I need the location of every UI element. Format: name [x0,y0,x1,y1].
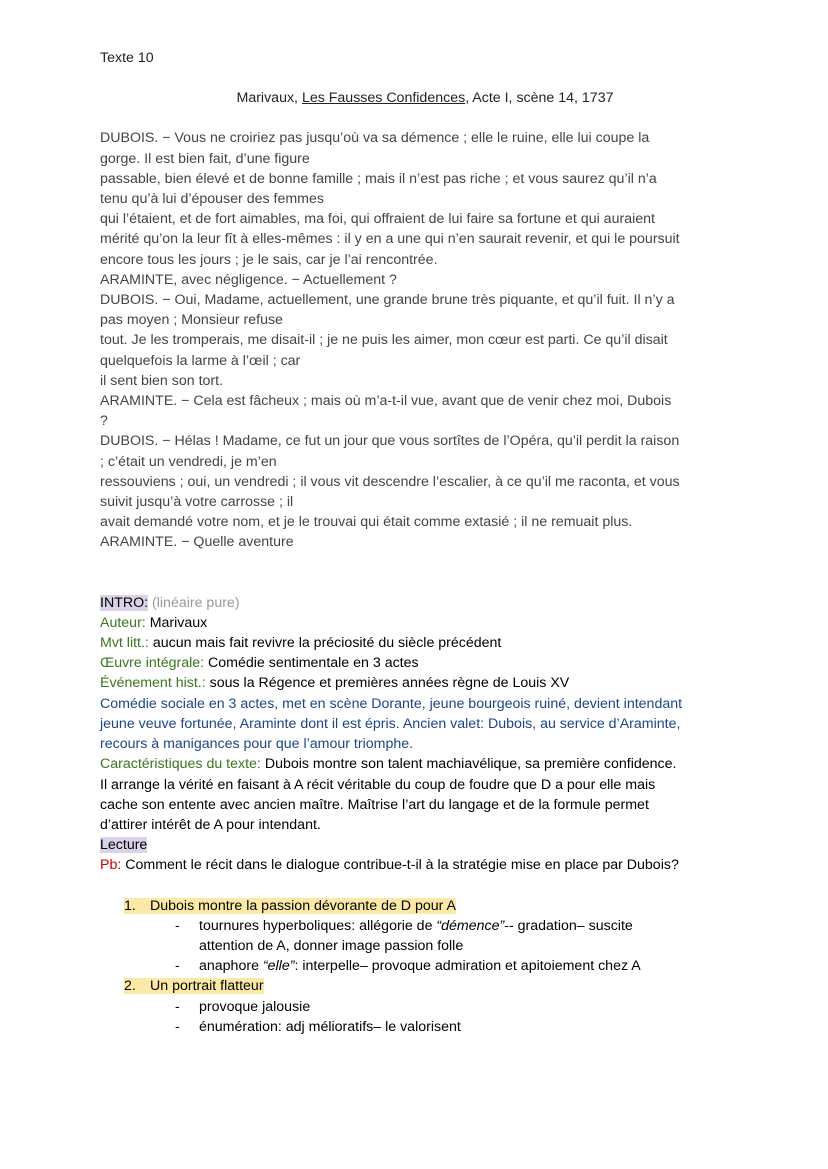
bullet-dash: - [175,917,180,934]
extract-text [100,128,740,552]
text-line: ; c’était un vendredi, je m’en [100,453,277,470]
text-line: gorge. Il est bien fait, d’une figure [100,150,310,167]
document-page [100,48,740,1037]
plan-part-1-title: Dubois montre la passion dévorante de D pour A [150,897,457,914]
plan-part-1-heading [124,898,456,914]
text-line: qui l’étaient, et de fort aimables, ma foi, qui offraient de lui faire sa fortune et qui auraient [100,211,655,228]
summary-line: Comédie sociale en 3 actes, met en scène Dorante, jeune bourgeois ruiné, devient intendant [100,695,683,712]
pb-label: Pb: [100,857,122,874]
title-rest: , Acte I, scène 14, 1737 [465,90,614,107]
mvt-label: Mvt litt.: [100,635,149,652]
text-line: pas moyen ; Monsieur refuse [100,312,283,329]
summary-line: jeune veuve fortunée, Araminte dont il est épris. Ancien valet: Dubois, au service d’Araminte, [100,715,681,732]
plan-bullet: - provoque jalousie [100,997,740,1017]
plan-part-2 [100,976,740,996]
document-label: Texte 10 [100,50,154,66]
text-line: DUBOIS. − Oui, Madame, actuellement, une grande brune très piquante, et qu’il fuit. Il n’y a [100,292,675,309]
author-note [100,613,740,633]
summary-line: recours à manigances pour que l’amour triomphe. [100,736,414,753]
text-line: encore tous les jours ; je le sais, car je l’ai rencontrée. [100,251,438,268]
text-line: tout. Je les tromperais, me disait-il ; je ne puis les aimer, mon cœur est parti. Ce qu’il disait [100,332,668,349]
title-work: Les Fausses Confidences [301,90,466,107]
text-line: quelquefois la larme à l’œil ; car [100,352,301,369]
event-label: Événement hist.: [100,675,206,692]
plan-bullet-continued: attention de A, donner image passion folle [199,937,464,954]
text-line: passable, bien élevé et de bonne famille ; mais il n’est pas riche ; et vous saurez qu’il n’a [100,170,657,187]
carac-line: cache son entente avec ancien maître. Maîtrise l’art du langage et de la formule permet [100,796,649,813]
lecture-label: Lecture [100,837,148,854]
lecture-note [100,835,740,855]
oeuvre-value: Comédie sentimentale en 3 actes [204,655,419,672]
mvt-note [100,633,740,653]
plan-bullet: - énumération: adj mélioratifs– le valorisent [100,1017,740,1037]
bullet-dash: - [175,998,180,1015]
carac-line: d’attirer intérêt de A pour intendant. [100,816,321,833]
text-line: ARAMINTE. − Cela est fâcheux ; mais où m’a-t-il vue, avant que de venir chez moi, Dubois [100,393,672,410]
carac-note [100,754,740,774]
intro-notes [100,593,740,876]
title-author: Marivaux, [236,90,302,107]
plan-part-2-heading [124,978,264,994]
text-line: mérité qu’on la leur fît à elles-mêmes : il y en a une qui n’en saurait revenir, et qui le poursuit [100,231,680,248]
plan-part-2-title: Un portrait flatteur [150,978,264,995]
plan-bullet: - tournures hyperboliques: allégorie de “démence”-- gradation– suscite [100,916,740,936]
text-line: suivit jusqu’à votre carrosse ; il [100,494,294,511]
document-title [100,88,740,108]
pb-note [100,855,740,875]
text-line: ressouviens ; oui, un vendredi ; il vous vit descendre l’escalier, à ce qu’il me raconta, et vous [100,473,680,490]
text-line: ARAMINTE, avec négligence. − Actuellement ? [100,271,397,288]
carac-label: Caractéristiques du texte: [100,756,261,773]
bullet-dash: - [175,958,180,975]
intro-heading [100,593,740,613]
plan-part-1-number: 1. [124,897,136,914]
author-label: Auteur: [100,614,146,631]
plan-bullet: - anaphore “elle”: interpelle– provoque admiration et apitoiement chez A [100,956,740,976]
text-line: tenu qu’à lui d’épouser des femmes [100,191,324,208]
carac-line: Il arrange la vérité en faisant à A récit véritable du coup de foudre que D a pour elle mais [100,776,656,793]
mvt-value: aucun mais fait revivre la préciosité du siècle précédent [148,635,502,652]
oeuvre-label: Œuvre intégrale: [100,655,205,672]
author-value: Marivaux [145,614,208,631]
text-line: ? [100,413,108,430]
carac-first: Dubois montre son talent machiavélique, sa première confidence. [260,756,677,773]
plan-part-2-number: 2. [124,978,136,995]
event-note [100,673,740,693]
bullet-dash: - [175,1018,180,1035]
oeuvre-note [100,653,740,673]
text-line: avait demandé votre nom, et je le trouvai qui était comme extasié ; il ne remuait plus. [100,514,633,531]
intro-label: INTRO: [100,594,149,611]
event-value: sous la Régence et premières années règne de Louis XV [205,675,570,692]
intro-hint: (linéaire pure) [148,594,240,611]
plan-part-1 [100,896,740,916]
analysis-plan [100,896,740,1037]
text-line: DUBOIS. − Vous ne croiriez pas jusqu’où va sa démence ; elle le ruine, elle lui coupe la [100,130,650,147]
text-line: DUBOIS. − Hélas ! Madame, ce fut un jour que vous sortîtes de l’Opéra, qu’il perdit la raison [100,433,680,450]
text-line: il sent bien son tort. [100,372,224,389]
pb-value: Comment le récit dans le dialogue contribue-t-il à la stratégie mise en place par Dubois? [121,857,679,874]
text-line: ARAMINTE. − Quelle aventure [100,534,294,551]
